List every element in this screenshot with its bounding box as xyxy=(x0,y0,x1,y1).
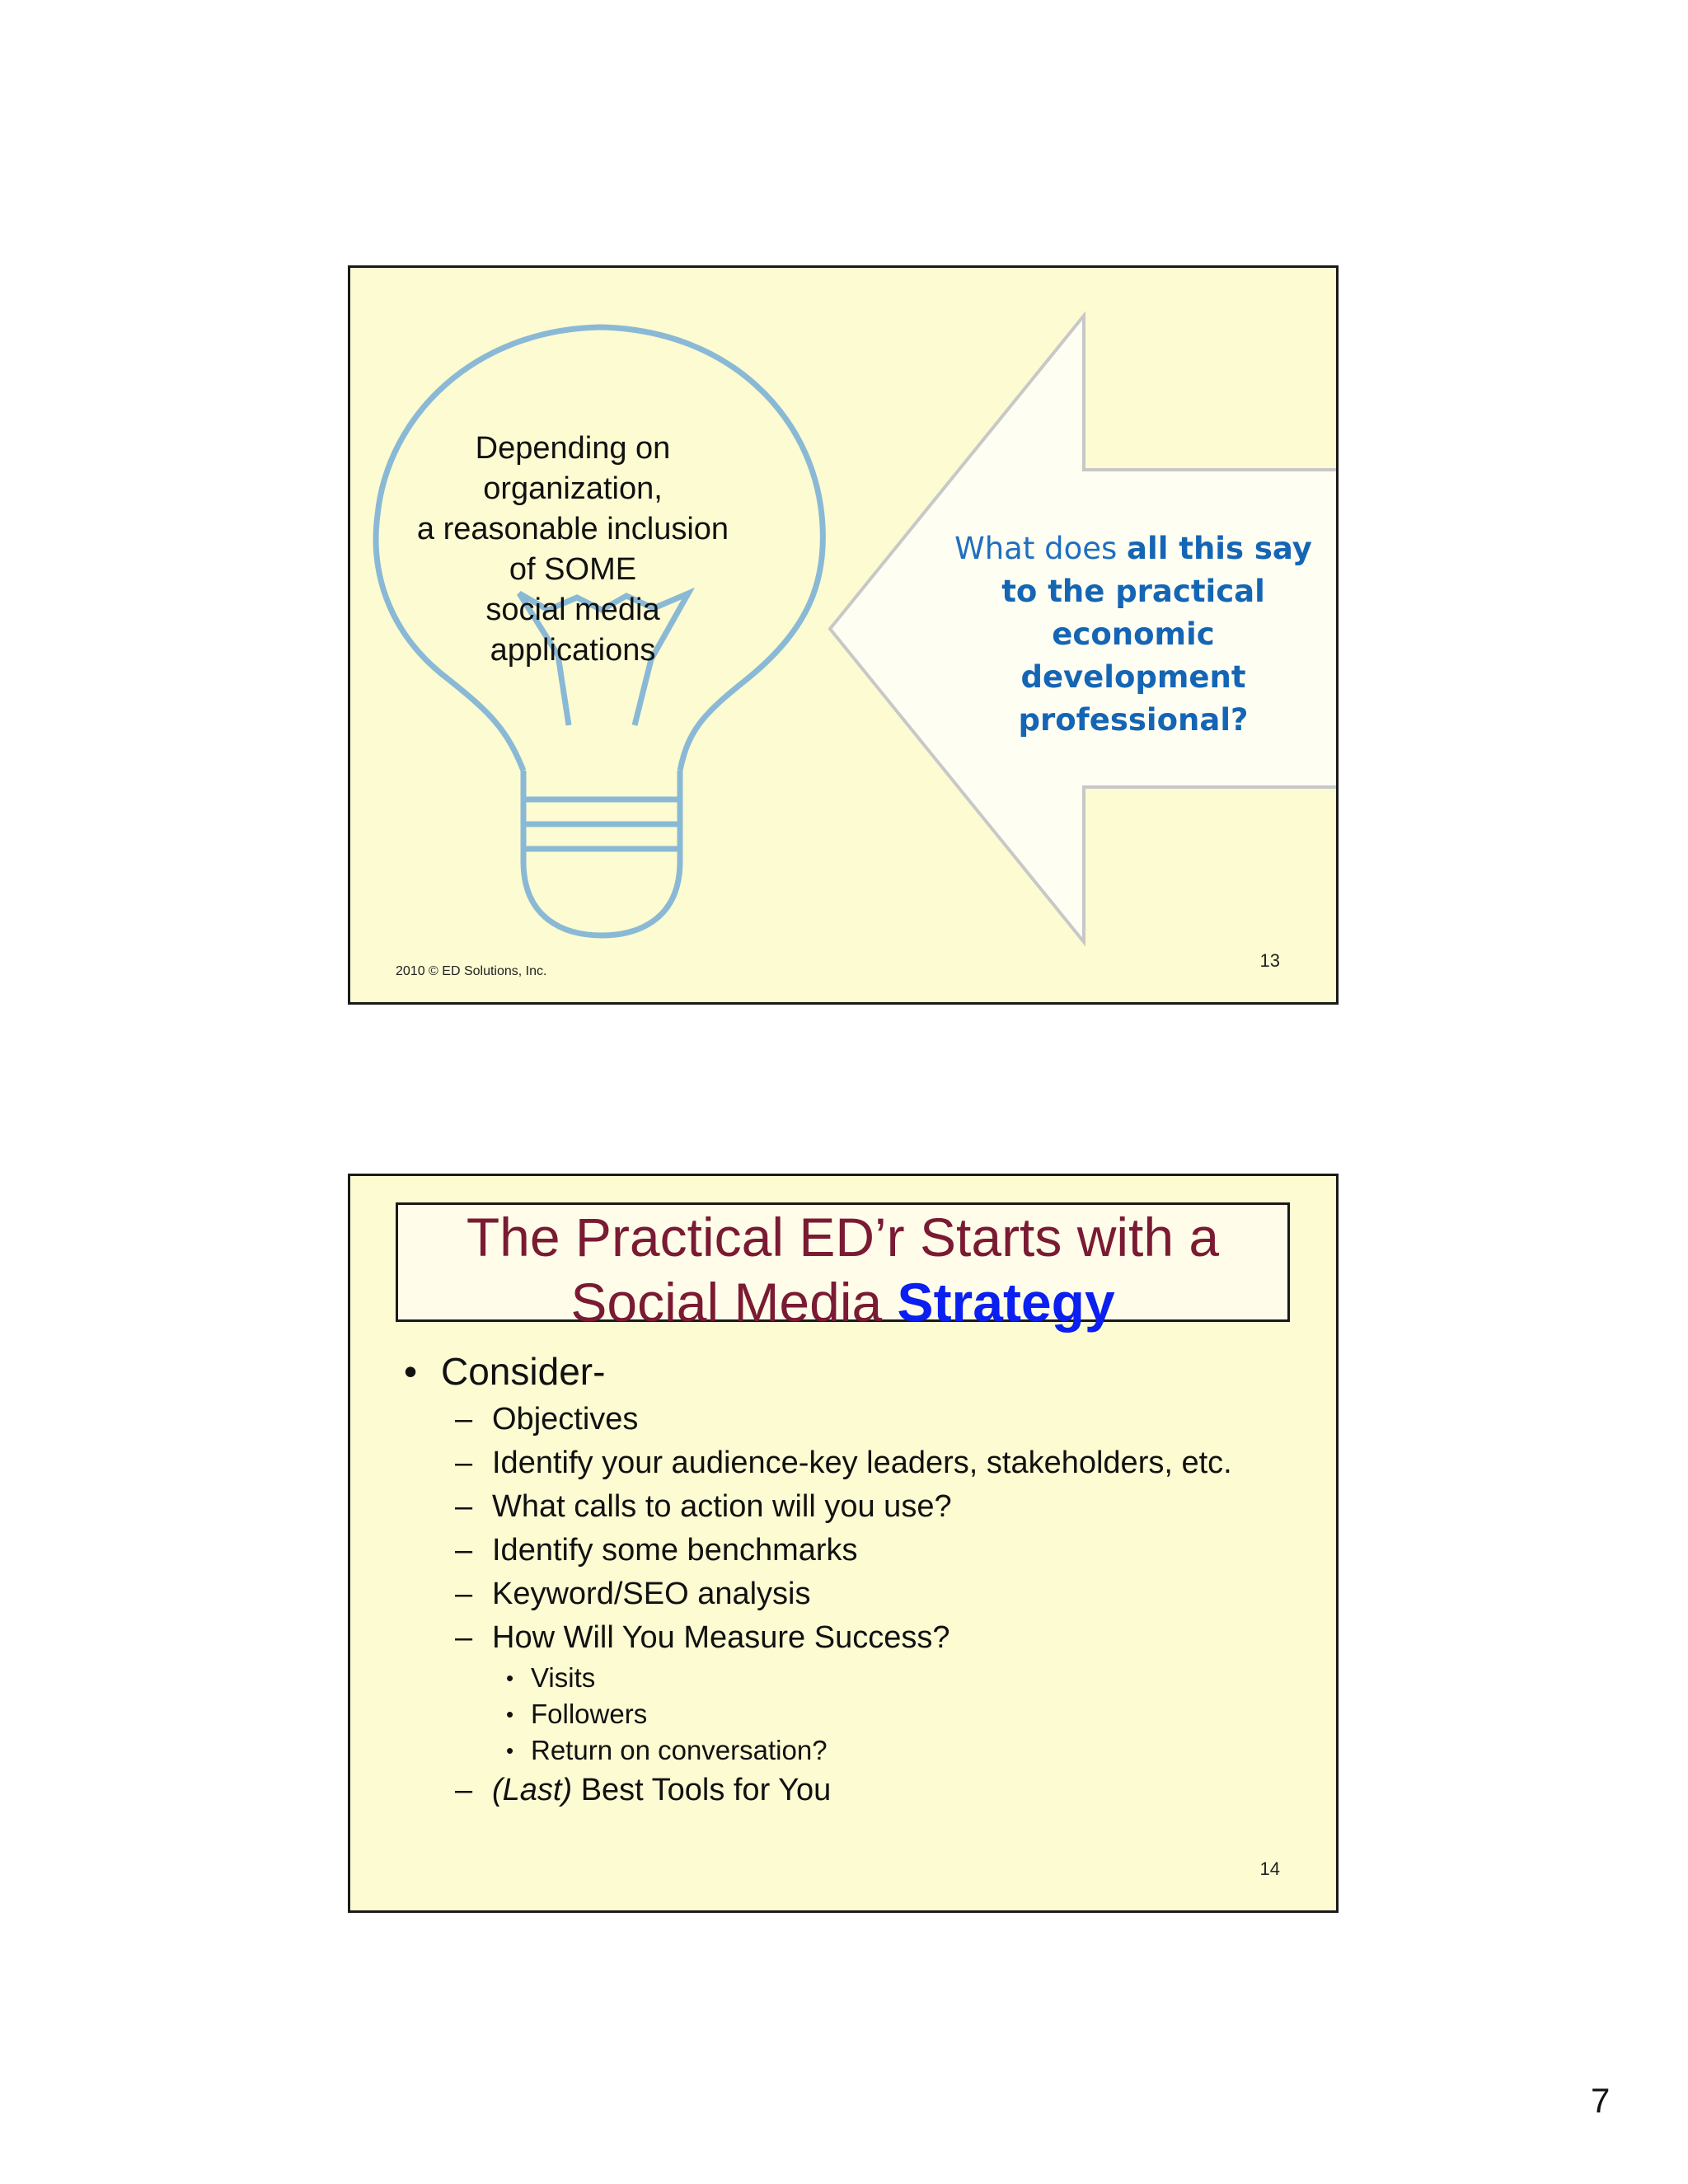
list-item: • Consider- xyxy=(404,1350,606,1393)
title-line-2: Social Media Strategy xyxy=(570,1272,1115,1333)
list-item: – Keyword/SEO analysis xyxy=(455,1577,811,1611)
slide-number: 13 xyxy=(1259,950,1280,971)
bulb-line-1: Depending on organization, xyxy=(475,431,671,506)
list-item: • Return on conversation? xyxy=(506,1735,828,1765)
slide-number: 14 xyxy=(1259,1858,1280,1879)
bulb-line-2: a reasonable inclusion xyxy=(416,512,729,546)
page-number: 7 xyxy=(1591,2081,1611,2120)
arrow-question: What does all this say to the practical economic development professional? xyxy=(954,531,1312,738)
slide-title xyxy=(396,1202,1290,1333)
bulb-line-4: social media applications xyxy=(485,593,660,668)
list-item: – Identify your audience-key leaders, stakeholders, etc. xyxy=(455,1446,1232,1480)
list-item: • Followers xyxy=(506,1699,648,1729)
list-item: – What calls to action will you use? xyxy=(455,1489,952,1524)
slide-13 xyxy=(348,265,1339,1005)
title-accent: Strategy xyxy=(897,1272,1115,1333)
list-item: • Visits xyxy=(506,1662,596,1693)
slide-14 xyxy=(348,1174,1339,1913)
bullet-list xyxy=(404,1345,1311,1812)
bulb-line-3: of SOME xyxy=(509,552,637,587)
copyright: 2010 © ED Solutions, Inc. xyxy=(396,964,547,978)
list-item: – (Last) Best Tools for You xyxy=(455,1773,832,1807)
list-item: – Identify some benchmarks xyxy=(455,1533,858,1568)
title-line-1: The Practical ED’r Starts with a xyxy=(466,1207,1220,1268)
list-item: – Objectives xyxy=(455,1402,639,1436)
list-item: – How Will You Measure Success? xyxy=(455,1620,950,1655)
